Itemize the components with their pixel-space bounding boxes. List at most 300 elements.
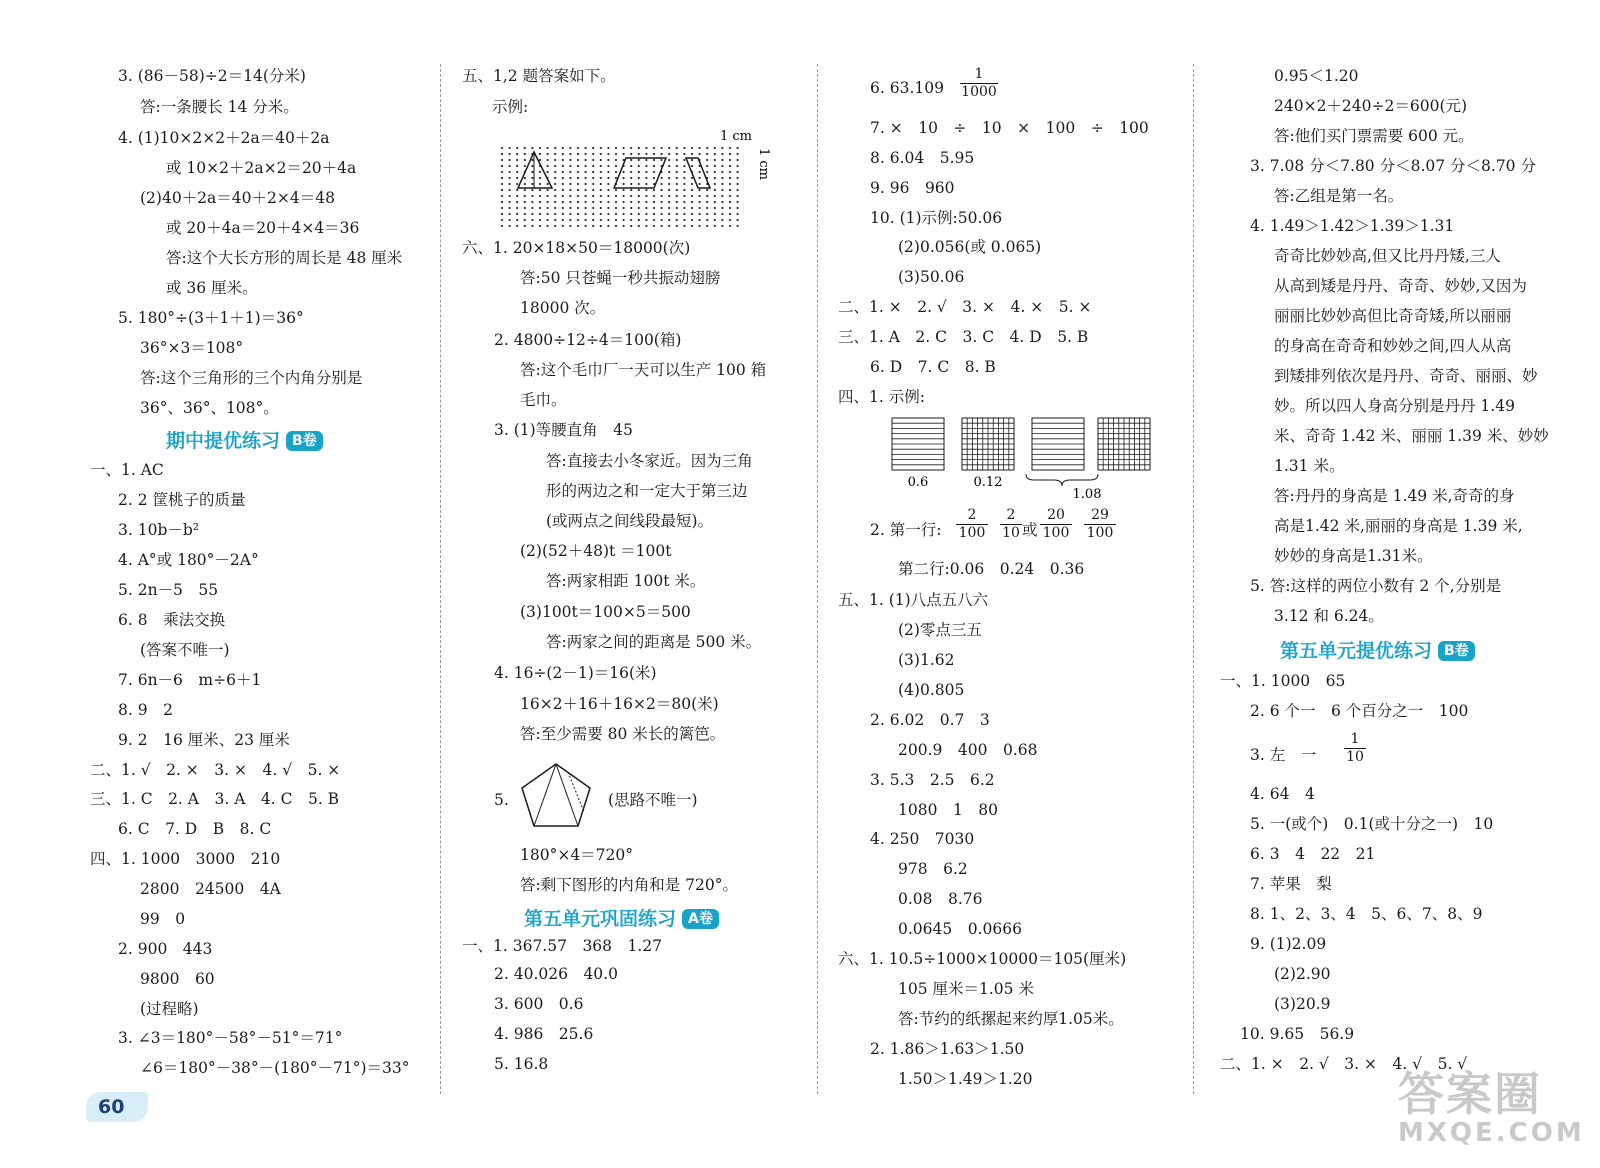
grid-dot bbox=[645, 219, 647, 221]
grid-dot bbox=[661, 225, 663, 227]
answer-line: 二、1. × 2. √ 3. × 4. × 5. × bbox=[838, 298, 1092, 316]
grid-dot bbox=[653, 225, 655, 227]
grid-dot bbox=[706, 165, 708, 167]
section-badge: B卷 bbox=[1438, 641, 1475, 661]
answer-line: 三、1. A 2. C 3. C 4. D 5. B bbox=[838, 328, 1089, 346]
grid-dot bbox=[721, 177, 723, 179]
grid-dot bbox=[516, 195, 518, 197]
grid-dot bbox=[509, 177, 511, 179]
grid-dot bbox=[691, 153, 693, 155]
grid-dot bbox=[729, 147, 731, 149]
grid-dot bbox=[539, 195, 541, 197]
answer-line: 180°×4＝720° bbox=[520, 846, 634, 864]
grid-dot bbox=[562, 171, 564, 173]
grid-dot bbox=[668, 195, 670, 197]
grid-dot bbox=[524, 159, 526, 161]
answer-line: 16×2＋16＋16×2＝80(米) bbox=[520, 695, 719, 713]
grid-dot bbox=[531, 195, 533, 197]
grid-dot bbox=[554, 147, 556, 149]
grid-dot bbox=[554, 165, 556, 167]
grid-dot bbox=[630, 153, 632, 155]
grid-dot bbox=[585, 171, 587, 173]
fraction-denominator: 100 bbox=[1084, 524, 1116, 542]
answer-line: 4. 986 25.6 bbox=[494, 1025, 594, 1043]
grid-dot bbox=[539, 225, 541, 227]
grid-dot bbox=[577, 165, 579, 167]
grid-dot bbox=[547, 225, 549, 227]
answer-line: 4. 1.49＞1.42＞1.39＞1.31 bbox=[1250, 217, 1455, 235]
grid-dot bbox=[668, 201, 670, 203]
grid-dot bbox=[501, 195, 503, 197]
grid-dot bbox=[554, 171, 556, 173]
grid-dot bbox=[737, 153, 739, 155]
answer-line: 4. 16÷(2－1)＝16(米) bbox=[494, 664, 657, 682]
grid-dot bbox=[737, 165, 739, 167]
grid-dot bbox=[683, 147, 685, 149]
grid-dot bbox=[516, 159, 518, 161]
grid-dot bbox=[592, 159, 594, 161]
grid-dot bbox=[630, 189, 632, 191]
answer-line: 答:至少需要 80 米长的篱笆。 bbox=[520, 725, 726, 743]
grid-dot bbox=[721, 159, 723, 161]
fraction-denominator: 100 bbox=[1040, 524, 1072, 542]
grid-dot bbox=[600, 177, 602, 179]
answer-line: 2. 第一行: bbox=[870, 521, 942, 539]
grid-dot bbox=[676, 159, 678, 161]
grid-dot bbox=[706, 195, 708, 197]
grid-dot bbox=[661, 183, 663, 185]
section-badge: A卷 bbox=[682, 909, 719, 929]
grid-dot bbox=[554, 195, 556, 197]
grid-dot bbox=[531, 189, 533, 191]
grid-dot bbox=[699, 195, 701, 197]
answer-line: 1.50＞1.49＞1.20 bbox=[898, 1070, 1033, 1088]
grid-dot bbox=[676, 207, 678, 209]
grid-dot bbox=[600, 225, 602, 227]
grid-dot bbox=[721, 195, 723, 197]
grid-dot bbox=[653, 219, 655, 221]
grid-dot bbox=[661, 195, 663, 197]
pentagon-figure bbox=[520, 760, 598, 832]
answer-line: 9. (1)2.09 bbox=[1250, 935, 1327, 953]
grid-dot bbox=[569, 171, 571, 173]
grid-dot bbox=[509, 189, 511, 191]
answer-line: 9. 2 16 厘米、23 厘米 bbox=[118, 731, 290, 749]
grid-dot bbox=[714, 219, 716, 221]
grid-dot bbox=[577, 195, 579, 197]
grid-dot bbox=[524, 207, 526, 209]
grid-dot bbox=[630, 213, 632, 215]
grid-dot bbox=[615, 195, 617, 197]
grid-dot bbox=[577, 201, 579, 203]
grid-dot bbox=[729, 171, 731, 173]
grid-dot bbox=[721, 189, 723, 191]
grid-dot bbox=[569, 165, 571, 167]
grid-dot bbox=[585, 195, 587, 197]
grid-dot bbox=[737, 183, 739, 185]
grid-dot bbox=[661, 147, 663, 149]
grid-dot bbox=[706, 159, 708, 161]
grid-dot bbox=[562, 165, 564, 167]
grid-dot bbox=[668, 147, 670, 149]
grid-dot bbox=[516, 201, 518, 203]
grid-dot bbox=[607, 219, 609, 221]
fraction bbox=[960, 66, 998, 101]
grid-dot bbox=[706, 225, 708, 227]
answer-line: 3. 600 0.6 bbox=[494, 995, 584, 1013]
answer-line: (3)50.06 bbox=[898, 268, 965, 286]
grid-dot bbox=[615, 219, 617, 221]
grid-dot bbox=[737, 213, 739, 215]
grid-dot bbox=[539, 159, 541, 161]
page-number: 60 bbox=[98, 1096, 125, 1118]
grid-dot bbox=[547, 171, 549, 173]
grid-dot bbox=[607, 165, 609, 167]
grid-dot bbox=[569, 153, 571, 155]
grid-dot bbox=[638, 207, 640, 209]
grid-dot bbox=[577, 153, 579, 155]
answer-line: 一、1. AC bbox=[90, 461, 164, 479]
grid-dot bbox=[554, 213, 556, 215]
answer-line: 高是1.42 米,丽丽的身高是 1.39 米, bbox=[1274, 517, 1523, 535]
grid-dot bbox=[569, 195, 571, 197]
grid-dot bbox=[539, 207, 541, 209]
answer-line: 3. 5.3 2.5 6.2 bbox=[870, 771, 995, 789]
grid-dot bbox=[691, 219, 693, 221]
grid-dot bbox=[737, 201, 739, 203]
grid-dot bbox=[714, 189, 716, 191]
answer-line: 7. × 10 ÷ 10 × 100 ÷ 100 bbox=[870, 119, 1149, 137]
fraction bbox=[1344, 731, 1366, 766]
grid-dot bbox=[585, 201, 587, 203]
grid-dot bbox=[729, 219, 731, 221]
grid-dot bbox=[585, 177, 587, 179]
grid-dot bbox=[516, 171, 518, 173]
answer-line: 到矮排列依次是丹丹、奇奇、丽丽、妙 bbox=[1274, 367, 1538, 385]
grid-dot bbox=[714, 213, 716, 215]
answer-line: 或 20＋4a＝20＋4×4＝36 bbox=[166, 219, 360, 237]
section-title bbox=[1280, 636, 1475, 663]
grid-dot bbox=[729, 189, 731, 191]
grid-dot bbox=[509, 183, 511, 185]
grid-dot bbox=[676, 225, 678, 227]
grid-dot bbox=[676, 189, 678, 191]
answer-line: 9. 96 960 bbox=[870, 179, 955, 197]
grid-dot bbox=[501, 225, 503, 227]
grid-dot bbox=[737, 147, 739, 149]
grid-dot bbox=[501, 207, 503, 209]
answer-line: 5. bbox=[494, 791, 509, 809]
fraction-denominator: 1000 bbox=[961, 84, 997, 100]
grid-dot bbox=[569, 219, 571, 221]
grid-dot bbox=[585, 153, 587, 155]
grid-dot bbox=[691, 213, 693, 215]
grid-dot bbox=[592, 171, 594, 173]
answer-line: 奇奇比妙妙高,但又比丹丹矮,三人 bbox=[1274, 247, 1501, 265]
grid-dot bbox=[623, 171, 625, 173]
grid-dot bbox=[592, 147, 594, 149]
fraction-denominator: 10 bbox=[1000, 524, 1022, 542]
answer-line: (2)(52＋48)t ＝100t bbox=[520, 542, 672, 560]
grid-dot bbox=[501, 183, 503, 185]
grid-dot bbox=[501, 147, 503, 149]
answer-line: ∠6＝180°－38°－(180°－71°)＝33° bbox=[140, 1059, 410, 1077]
grid-dot bbox=[577, 225, 579, 227]
grid-dot bbox=[607, 147, 609, 149]
answer-line: 从高到矮是丹丹、奇奇、妙妙,又因为 bbox=[1274, 277, 1527, 295]
grid-dot bbox=[623, 207, 625, 209]
grid-dot bbox=[539, 201, 541, 203]
grid-dot bbox=[615, 201, 617, 203]
grid-dot bbox=[509, 153, 511, 155]
grid-dot bbox=[721, 219, 723, 221]
grid-dot bbox=[721, 147, 723, 149]
grid-dot bbox=[699, 225, 701, 227]
grid-dot bbox=[509, 147, 511, 149]
answer-line: 18000 次。 bbox=[520, 299, 606, 317]
grid-dot bbox=[645, 171, 647, 173]
grid-dot bbox=[562, 201, 564, 203]
grid-dot bbox=[524, 153, 526, 155]
answer-line: 5. 一(或个) 0.1(或十分之一) 10 bbox=[1250, 815, 1494, 833]
grid-dot bbox=[501, 153, 503, 155]
grid-dot bbox=[531, 177, 533, 179]
grid-dot bbox=[714, 201, 716, 203]
grid-dot bbox=[645, 165, 647, 167]
answer-line: 答:两家相距 100t 米。 bbox=[546, 572, 706, 590]
answer-line: 6. C 7. D B 8. C bbox=[118, 820, 272, 838]
grid-dot bbox=[714, 195, 716, 197]
grid-dot bbox=[691, 159, 693, 161]
answer-line: 答:剩下图形的内角和是 720°。 bbox=[520, 876, 738, 894]
grid-dot bbox=[729, 213, 731, 215]
answer-line: 或 10×2＋2a×2＝20＋4a bbox=[166, 159, 357, 177]
grid-dot bbox=[569, 183, 571, 185]
grid-dot bbox=[600, 207, 602, 209]
grid-dot bbox=[645, 213, 647, 215]
grid-dot bbox=[661, 219, 663, 221]
grid-dot bbox=[607, 171, 609, 173]
grid-dot bbox=[600, 147, 602, 149]
grid-dot bbox=[577, 213, 579, 215]
answer-line: 5. 16.8 bbox=[494, 1055, 549, 1073]
grid-dot bbox=[623, 189, 625, 191]
grid-dot bbox=[729, 165, 731, 167]
grid-dot bbox=[607, 177, 609, 179]
grid-dot bbox=[653, 165, 655, 167]
grid-dot bbox=[501, 171, 503, 173]
grid-dot bbox=[691, 165, 693, 167]
grid-dot bbox=[676, 177, 678, 179]
answer-line: 答:丹丹的身高是 1.49 米,奇奇的身 bbox=[1274, 487, 1515, 505]
grid-dot bbox=[737, 207, 739, 209]
grid-dot bbox=[630, 165, 632, 167]
answer-line: 答:两家之间的距离是 500 米。 bbox=[546, 633, 762, 651]
grid-dot bbox=[676, 153, 678, 155]
answer-line: 六、1. 20×18×50＝18000(次) bbox=[462, 239, 691, 257]
answer-line: 5. 答:这样的两位小数有 2 个,分别是 bbox=[1250, 577, 1502, 595]
grid-dot bbox=[668, 225, 670, 227]
grid-dot bbox=[516, 177, 518, 179]
watermark bbox=[1398, 1058, 1598, 1164]
answer-line: 答:这个大长方形的周长是 48 厘米 bbox=[166, 249, 403, 267]
grid-dot bbox=[714, 207, 716, 209]
grid-dot bbox=[547, 207, 549, 209]
grid-dot bbox=[562, 213, 564, 215]
grid-dot bbox=[539, 183, 541, 185]
grid-dot bbox=[714, 159, 716, 161]
grid-dot bbox=[699, 147, 701, 149]
grid-dot bbox=[531, 171, 533, 173]
fraction bbox=[1040, 507, 1072, 542]
answer-line: 三、1. C 2. A 3. A 4. C 5. B bbox=[90, 790, 340, 808]
answer-line: 240×2＋240÷2＝600(元) bbox=[1274, 97, 1468, 115]
grid-dot bbox=[539, 147, 541, 149]
dot-grid-figure bbox=[498, 128, 771, 232]
grid-dot bbox=[562, 219, 564, 221]
answer-line: 10. 9.65 56.9 bbox=[1240, 1025, 1355, 1043]
grid-dot bbox=[683, 201, 685, 203]
answer-line: 一、1. 1000 65 bbox=[1220, 672, 1346, 690]
answer-line: 6. 8 乘法交换 bbox=[118, 611, 226, 629]
grid-dot bbox=[630, 177, 632, 179]
grid-dot bbox=[592, 189, 594, 191]
answer-line: 答:这个三角形的三个内角分别是 bbox=[140, 369, 363, 387]
grid-dot bbox=[683, 153, 685, 155]
grid-dot bbox=[562, 207, 564, 209]
grid-dot bbox=[645, 159, 647, 161]
answer-line: 丽丽比妙妙高但比奇奇矮,所以丽丽 bbox=[1274, 307, 1512, 325]
answer-line: (2)40＋2a＝40＋2×4＝48 bbox=[140, 189, 335, 207]
answer-line: 6. 3 4 22 21 bbox=[1250, 845, 1376, 863]
grid-dot bbox=[554, 207, 556, 209]
grid-dot bbox=[676, 213, 678, 215]
grid-dot bbox=[653, 201, 655, 203]
grid-dot bbox=[615, 165, 617, 167]
answer-line: (2)零点三五 bbox=[898, 621, 982, 639]
grid-dot bbox=[676, 147, 678, 149]
watermark-title: 答案圈 bbox=[1398, 1067, 1542, 1121]
grid-dot bbox=[706, 171, 708, 173]
grid-dot bbox=[554, 183, 556, 185]
answer-line: 3. 左 一 bbox=[1250, 746, 1317, 764]
grid-dot bbox=[630, 171, 632, 173]
grid-dot bbox=[516, 189, 518, 191]
grid-dot bbox=[691, 225, 693, 227]
grid-dot bbox=[661, 207, 663, 209]
answer-line: 示例: bbox=[492, 98, 529, 116]
grid-label: 0.6 bbox=[907, 475, 929, 490]
answer-line: 二、1. √ 2. × 3. × 4. √ 5. × bbox=[90, 761, 341, 779]
grid-dot bbox=[509, 207, 511, 209]
grid-dot bbox=[592, 207, 594, 209]
grid-dot bbox=[554, 201, 556, 203]
grid-dot bbox=[547, 153, 549, 155]
grid-dot bbox=[501, 177, 503, 179]
grid-dot bbox=[721, 183, 723, 185]
grid-dot bbox=[676, 183, 678, 185]
answer-line: 毛巾。 bbox=[520, 391, 567, 409]
grid-dot bbox=[691, 201, 693, 203]
fraction-numerator: 1 bbox=[1350, 731, 1360, 747]
grid-dot bbox=[691, 195, 693, 197]
grid-dot bbox=[729, 195, 731, 197]
grid-dot bbox=[569, 189, 571, 191]
grid-dot bbox=[539, 213, 541, 215]
grid-dot bbox=[547, 201, 549, 203]
answer-line: 四、1. 示例: bbox=[838, 388, 925, 406]
grid-dot bbox=[683, 207, 685, 209]
grid-dot bbox=[600, 195, 602, 197]
grid-dot bbox=[569, 225, 571, 227]
grid-dot bbox=[577, 189, 579, 191]
fraction-numerator: 2 bbox=[967, 507, 977, 523]
grid-dot bbox=[645, 183, 647, 185]
grid-dot bbox=[592, 177, 594, 179]
grid-dot bbox=[706, 189, 708, 191]
grid-dot bbox=[676, 201, 678, 203]
grid-dot bbox=[737, 177, 739, 179]
grid-dot bbox=[668, 207, 670, 209]
answer-line: (或两点之间线段最短)。 bbox=[546, 512, 714, 530]
grid-dot bbox=[630, 195, 632, 197]
grid-dot bbox=[615, 213, 617, 215]
grid-dot bbox=[600, 189, 602, 191]
grid-dot bbox=[501, 165, 503, 167]
grid-dot bbox=[714, 177, 716, 179]
fraction-denominator: 10 bbox=[1344, 748, 1366, 766]
grid-dot bbox=[524, 147, 526, 149]
grid-dot bbox=[699, 177, 701, 179]
grid-dot bbox=[524, 213, 526, 215]
grid-dot bbox=[699, 201, 701, 203]
grid-dot bbox=[509, 171, 511, 173]
answer-line: 形的两边之和一定大于第三边 bbox=[546, 482, 748, 500]
grid-dot bbox=[638, 183, 640, 185]
grid-dot bbox=[683, 225, 685, 227]
grid-dot bbox=[524, 195, 526, 197]
answer-line: 五、1,2 题答案如下。 bbox=[462, 67, 616, 85]
grid-dot bbox=[585, 225, 587, 227]
grid-dot bbox=[676, 171, 678, 173]
grid-dot bbox=[623, 183, 625, 185]
grid-dot bbox=[683, 165, 685, 167]
grid-dot bbox=[737, 219, 739, 221]
grid-dot bbox=[706, 147, 708, 149]
grid-dot bbox=[721, 207, 723, 209]
answer-line: 第二行:0.06 0.24 0.36 bbox=[898, 560, 1085, 578]
answer-line: 36°、36°、108°。 bbox=[140, 399, 279, 417]
answer-line: 2. 6 个一 6 个百分之一 100 bbox=[1250, 702, 1469, 720]
answer-line: 5. 180°÷(3＋1＋1)＝36° bbox=[118, 309, 304, 327]
answer-line: 0.08 8.76 bbox=[898, 890, 983, 908]
grid-dot bbox=[600, 171, 602, 173]
grid-dot bbox=[524, 201, 526, 203]
grid-dot bbox=[676, 195, 678, 197]
grid-dot bbox=[524, 165, 526, 167]
answer-line: (2)2.90 bbox=[1274, 965, 1331, 983]
grid-dot bbox=[683, 189, 685, 191]
grid-dot bbox=[691, 177, 693, 179]
answer-line: 8. 1、2、3、4 5、6、7、8、9 bbox=[1250, 905, 1483, 923]
grid-dot bbox=[630, 225, 632, 227]
answer-line: 5. 2n－5 55 bbox=[118, 581, 219, 599]
answer-line: 答:乙组是第一名。 bbox=[1274, 187, 1404, 205]
grid-dot bbox=[714, 225, 716, 227]
answer-line: 99 0 bbox=[140, 910, 186, 928]
fraction-numerator: 29 bbox=[1091, 507, 1109, 523]
answer-line: 2. 6.02 0.7 3 bbox=[870, 711, 990, 729]
